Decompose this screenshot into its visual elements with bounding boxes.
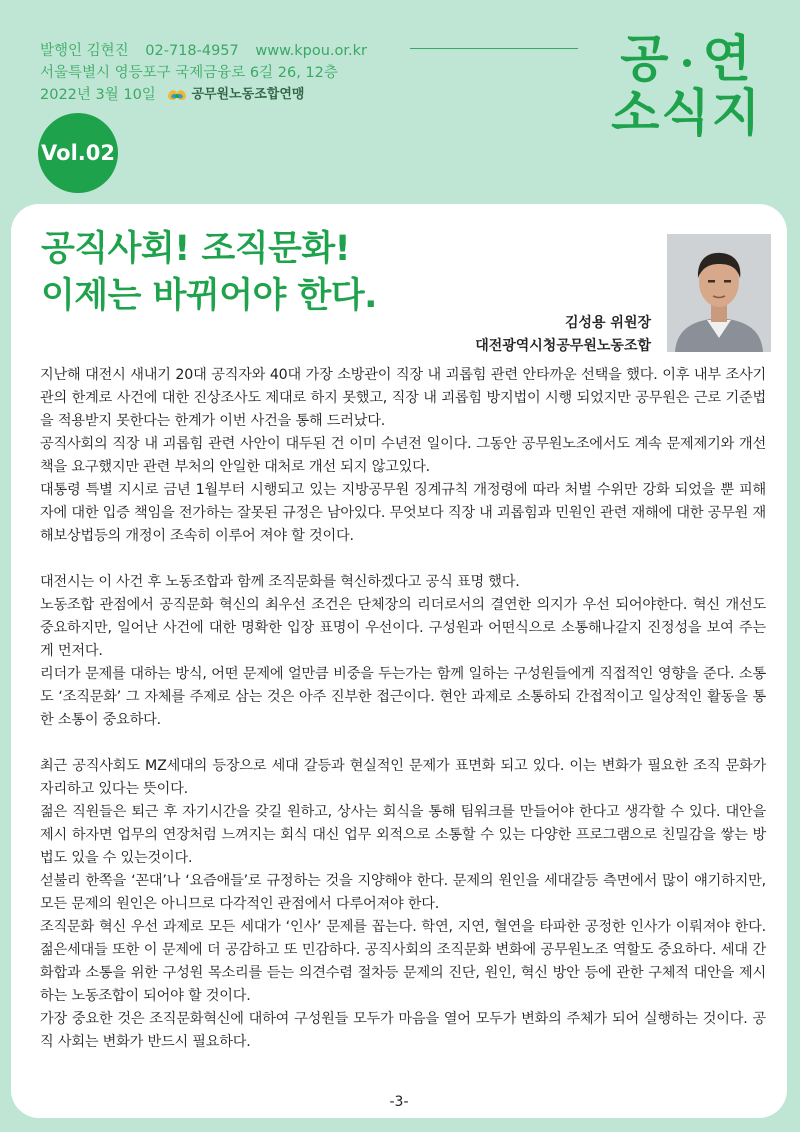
- masthead: [611, 32, 762, 140]
- union-logo-icon: [166, 87, 188, 103]
- masthead-line2: 소식지: [611, 84, 762, 142]
- author-byline: [475, 312, 651, 358]
- phone: 02-718-4957: [145, 43, 239, 59]
- paragraph: 섣불리 한쪽을 ‘꼰대’나 ‘요즘애들’로 규정하는 것을 지양해야 한다. 문제의 원인을 세대갈등 측면에서 많이 얘기하지만, 모든 문제의 원인은 아니므로 다각적인 관점에서 다루어져야 한다.: [40, 873, 766, 912]
- issuer: 발행인 김현진: [40, 43, 129, 59]
- paragraph: 리더가 문제를 대하는 방식, 어떤 문제에 얼만큼 비중을 두는가는 함께 일하는 구성원들에게 직접적인 영향을 준다. 소통도 ‘조직문화’ 그 자체를 주제로 삼는 것은 아주 진부한 접근이다. 현안 과제로 소통하되 간접적이고 일상적인 활동을 통한 소통이 중요하다.: [40, 666, 766, 728]
- website-link[interactable]: www.kpou.or.kr: [255, 43, 367, 59]
- paragraph: 대통령 특별 지시로 금년 1월부터 시행되고 있는 지방공무원 징계규칙 개정령에 따라 처벌 수위만 강화 되었을 뿐 피해자에 대한 입증 책임을 전가하는 잘못된 규정은 남아있다. 무엇보다 직장 내 괴롭힘과 민원인 관련 재해에 대한 공무원 재해보상법등의 개정이 조속히 이루어 져야 할 것이다.: [40, 482, 766, 544]
- article-title-line1: 공직사회! 조직문화!: [41, 229, 351, 269]
- paragraph: 가장 중요한 것은 조직문화혁신에 대하여 구성원들 모두가 마음을 열어 모두가 변화의 주체가 되어 실행하는 것이다. 공직 사회는 변화가 반드시 필요하다.: [40, 1011, 766, 1050]
- publisher-info: [40, 40, 379, 106]
- header-rule: [410, 48, 578, 49]
- author-org: 대전광역시청공무원노동조합: [475, 338, 651, 354]
- masthead-char-b: 연: [702, 30, 753, 88]
- paragraph-gap: [40, 548, 766, 571]
- article-title: [41, 226, 377, 320]
- paragraph: 젊은 직원들은 퇴근 후 자기시간을 갖길 원하고, 상사는 회식을 통해 팀워크를 만들어야 한다고 생각할 수 있다. 대안을 제시 하자면 업무의 연장처럼 느껴지는 회식 대신 업무 외적으로 소통할 수 있는 다양한 프로그램으로 친밀감을 쌓는 방법도 있을 수 있는것이다.: [40, 804, 766, 866]
- paragraph: 최근 공직사회도 MZ세대의 등장으로 세대 갈등과 현실적인 문제가 표면화 되고 있다. 이는 변화가 필요한 조직 문화가 자리하고 있다는 뜻이다.: [40, 758, 766, 797]
- publisher-row: [40, 40, 379, 62]
- paragraph: 지난해 대전시 새내기 20대 공직자와 40대 가장 소방관이 직장 내 괴롭힘 관련 안타까운 선택을 했다. 이후 내부 조사기관의 한계로 사건에 대한 진상조사도 제대로 하지 못했고, 직장 내 괴롭힘 방지법이 시행 되었지만 공무원은 근로 기준법을 적용받지 못한다는 한계가 이번 사건을 통해 드러났다.: [40, 367, 766, 429]
- author-photo: [667, 234, 771, 352]
- paragraph-gap: [40, 732, 766, 755]
- masthead-dot: [683, 59, 691, 67]
- article-title-line2: 이제는 바뀌어야 한다.: [41, 276, 377, 316]
- date-row: [40, 84, 379, 106]
- union-name: 공무원노동조합연맹: [191, 87, 305, 102]
- page-number: -3-: [389, 1094, 409, 1110]
- volume-badge: Vol.02: [38, 113, 118, 193]
- article-body: [40, 364, 766, 1054]
- paragraph: 조직문화 혁신 우선 과제로 모든 세대가 ‘인사’ 문제를 꼽는다. 학연, 지연, 혈연을 타파한 공정한 인사가 이뤄져야 한다. 젊은세대들 또한 이 문제에 더 공감하고 또 민감하다. 공직사회의 조직문화 변화에 공무원노조 역할도 중요하다. 세대 간 화합과 소통을 위한 구성원 목소리를 듣는 의견수렴 절차등 문제의 진단, 원인, 혁신 방안 등에 관한 구체적 대안을 제시하는 노동조합이 되어야 할 것이다.: [40, 919, 766, 1004]
- portrait-image: [667, 234, 771, 352]
- address: 서울특별시 영등포구 국제금융로 6길 26, 12층: [40, 65, 338, 81]
- author-name: 김성용 위원장: [564, 315, 651, 331]
- paragraph: 공직사회의 직장 내 괴롭힘 관련 사안이 대두된 건 이미 수년전 일이다. 그동안 공무원노조에서도 계속 문제제기와 개선책을 요구했지만 관련 부처의 안일한 대처로 개선 되지 않고있다.: [40, 436, 766, 475]
- masthead-char-a: 공: [620, 30, 671, 88]
- paragraph: 노동조합 관점에서 공직문화 혁신의 최우선 조건은 단체장의 리더로서의 결연한 의지가 우선 되어야한다. 혁신 개선도 중요하지만, 일어난 사건에 대한 명확한 입장 표명이 우선이다. 구성원과 어떤식으로 소통해나갈지 진정성을 보여 주는게 먼저다.: [40, 597, 766, 659]
- issue-date: 2022년 3월 10일: [40, 87, 156, 103]
- paragraph: 대전시는 이 사건 후 노동조합과 함께 조직문화를 혁신하겠다고 공식 표명 했다.: [40, 574, 520, 590]
- masthead-line1: [611, 32, 762, 86]
- article-card: [11, 204, 787, 1118]
- union-logo: [166, 84, 304, 106]
